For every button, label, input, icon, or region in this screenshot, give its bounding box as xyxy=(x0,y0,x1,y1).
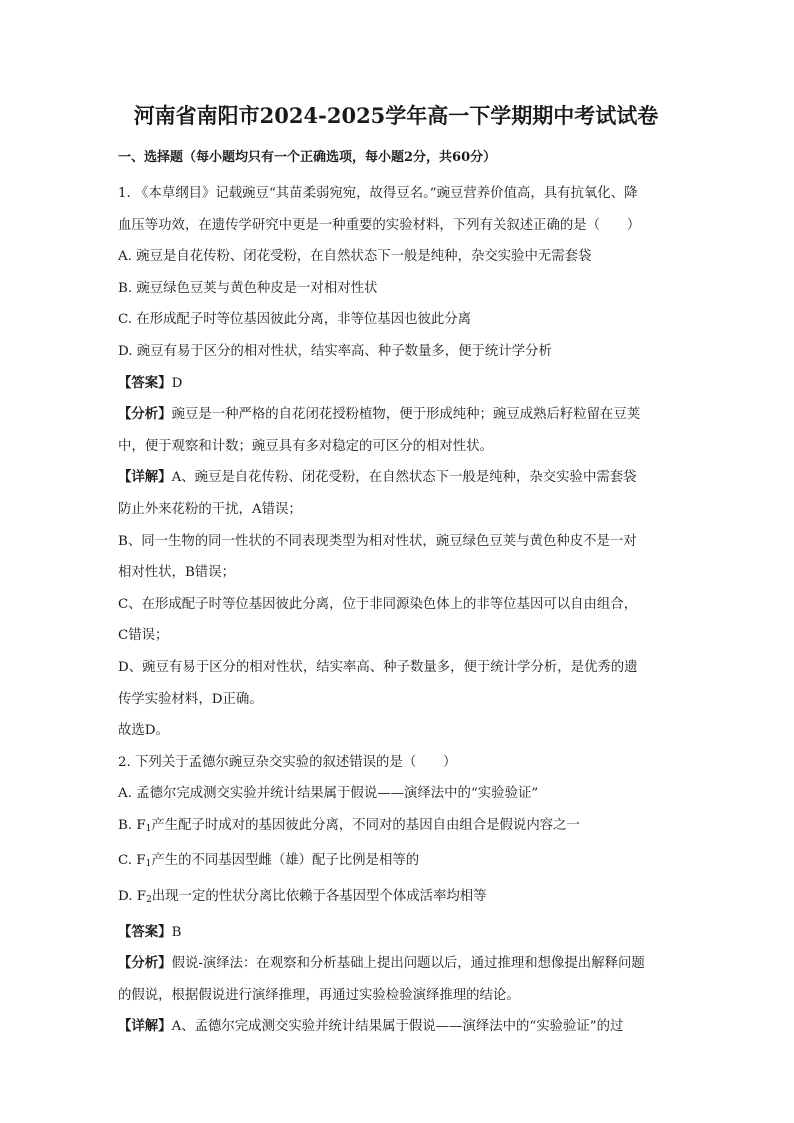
option-b-subscript: 1 xyxy=(145,823,152,834)
question-1-option-a: A. 豌豆是自花传粉、闭花受粉，在自然状态下一般是纯种，杂交实验中无需套袋 xyxy=(118,249,592,265)
question-2-analysis-line-2: 的假说，根据假说进行演绎推理，再通过实验检验演绎推理的结论。 xyxy=(118,987,520,1003)
document-page xyxy=(118,100,674,1043)
question-1-detail-line-2: 防止外来花粉的干扰，A错误； xyxy=(118,501,302,517)
question-1-detail-line-1 xyxy=(118,462,674,494)
question-2-option-d xyxy=(118,881,674,917)
question-1-detail-line-5: C、在形成配子时等位基因彼此分离，位于非同源染色体上的非等位基因可以自由组合， xyxy=(118,596,638,612)
question-1-option-d: D. 豌豆有易于区分的相对性状，结实率高、种子数量多，便于统计学分析 xyxy=(118,343,552,359)
analysis-text: 豌豆是一种严格的自花闭花授粉植物，便于形成纯种；豌豆成熟后籽粒留在豆荚 xyxy=(171,407,641,423)
detail-tag: 【详解】 xyxy=(118,1018,172,1035)
question-1-analysis-line-2: 中，便于观察和计数；豌豆具有多对稳定的可区分的相对性状。 xyxy=(118,438,493,454)
document-title: 河南省南阳市2024-2025学年高一下学期期中考试试卷 xyxy=(133,103,659,128)
question-1-detail-line-7: D、豌豆有易于区分的相对性状，结实率高、种子数量多，便于统计学分析，是优秀的遗 xyxy=(118,659,638,675)
option-d-subscript: 2 xyxy=(146,895,152,906)
question-2-option-a: A. 孟德尔完成测交实验并统计结果属于假说——演绎法中的“实验验证” xyxy=(118,786,539,802)
detail-text: A、孟德尔完成测交实验并统计结果属于假说——演绎法中的“实验验证”的过 xyxy=(171,1019,624,1035)
question-1-conclusion: 故选D。 xyxy=(118,723,169,739)
question-1-detail-line-8: 传学实验材料，D正确。 xyxy=(118,691,263,707)
option-c-prefix: C. F xyxy=(118,853,146,869)
question-1-option-c: C. 在形成配子时等位基因彼此分离，非等位基因也彼此分离 xyxy=(118,312,472,328)
option-c-subscript: 1 xyxy=(145,859,152,870)
question-2-answer xyxy=(118,917,674,949)
answer-tag: 【答案】 xyxy=(118,923,172,940)
option-c-text: 产生的不同基因型雌（雄）配子比例是相等的 xyxy=(151,853,420,869)
section-heading: 一、选择题（每小题均只有一个正确选项，每小题2分，共60分） xyxy=(118,150,497,165)
question-2-option-c xyxy=(118,845,674,881)
detail-text: A、豌豆是自花传粉、闭花受粉，在自然状态下一般是纯种，杂交实验中需套袋 xyxy=(171,470,637,486)
question-2-option-b xyxy=(118,810,674,846)
question-1-detail-line-6: C错误； xyxy=(118,628,169,644)
answer-value: D xyxy=(171,375,183,391)
option-d-text: 出现一定的性状分离比依赖于各基因型个体成活率均相等 xyxy=(151,889,487,905)
question-1-option-b: B. 豌豆绿色豆荚与黄色种皮是一对相对性状 xyxy=(118,280,378,296)
question-1-stem-line-2: 血压等功效，在遗传学研究中更是一种重要的实验材料，下列有关叙述正确的是（ ） xyxy=(118,217,641,233)
question-1-analysis-line-1 xyxy=(118,399,674,431)
question-2-stem: 2. 下列关于孟德尔豌豆杂交实验的叙述错误的是（ ） xyxy=(118,754,457,770)
analysis-tag: 【分析】 xyxy=(118,406,172,423)
option-b-text: 产生配子时成对的基因彼此分离，不同对的基因自由组合是假说内容之一 xyxy=(151,817,580,833)
answer-value: B xyxy=(171,924,182,940)
option-b-prefix: B. F xyxy=(118,817,146,833)
question-1-answer xyxy=(118,368,674,400)
analysis-text: 假说-演绎法：在观察和分析基础上提出问题以后，通过推理和想像提出解释问题 xyxy=(171,956,645,972)
question-1-detail-line-4: 相对性状，B错误； xyxy=(118,565,235,581)
detail-tag: 【详解】 xyxy=(118,469,172,486)
question-1-detail-line-3: B、同一生物的同一性状的不同表现类型为相对性状，豌豆绿色豆荚与黄色种皮不是一对 xyxy=(118,533,637,549)
question-2 xyxy=(118,747,674,1043)
option-d-prefix: D. F xyxy=(118,889,147,905)
analysis-tag: 【分析】 xyxy=(118,955,172,972)
answer-tag: 【答案】 xyxy=(118,374,172,391)
question-2-analysis-line-1 xyxy=(118,948,674,980)
question-1 xyxy=(118,178,674,747)
question-2-detail-line-1 xyxy=(118,1011,674,1043)
question-1-stem-line-1: 1. 《本草纲目》记载豌豆“其苗柔弱宛宛，故得豆名。”豌豆营养价值高，具有抗氧化、降 xyxy=(118,186,638,201)
